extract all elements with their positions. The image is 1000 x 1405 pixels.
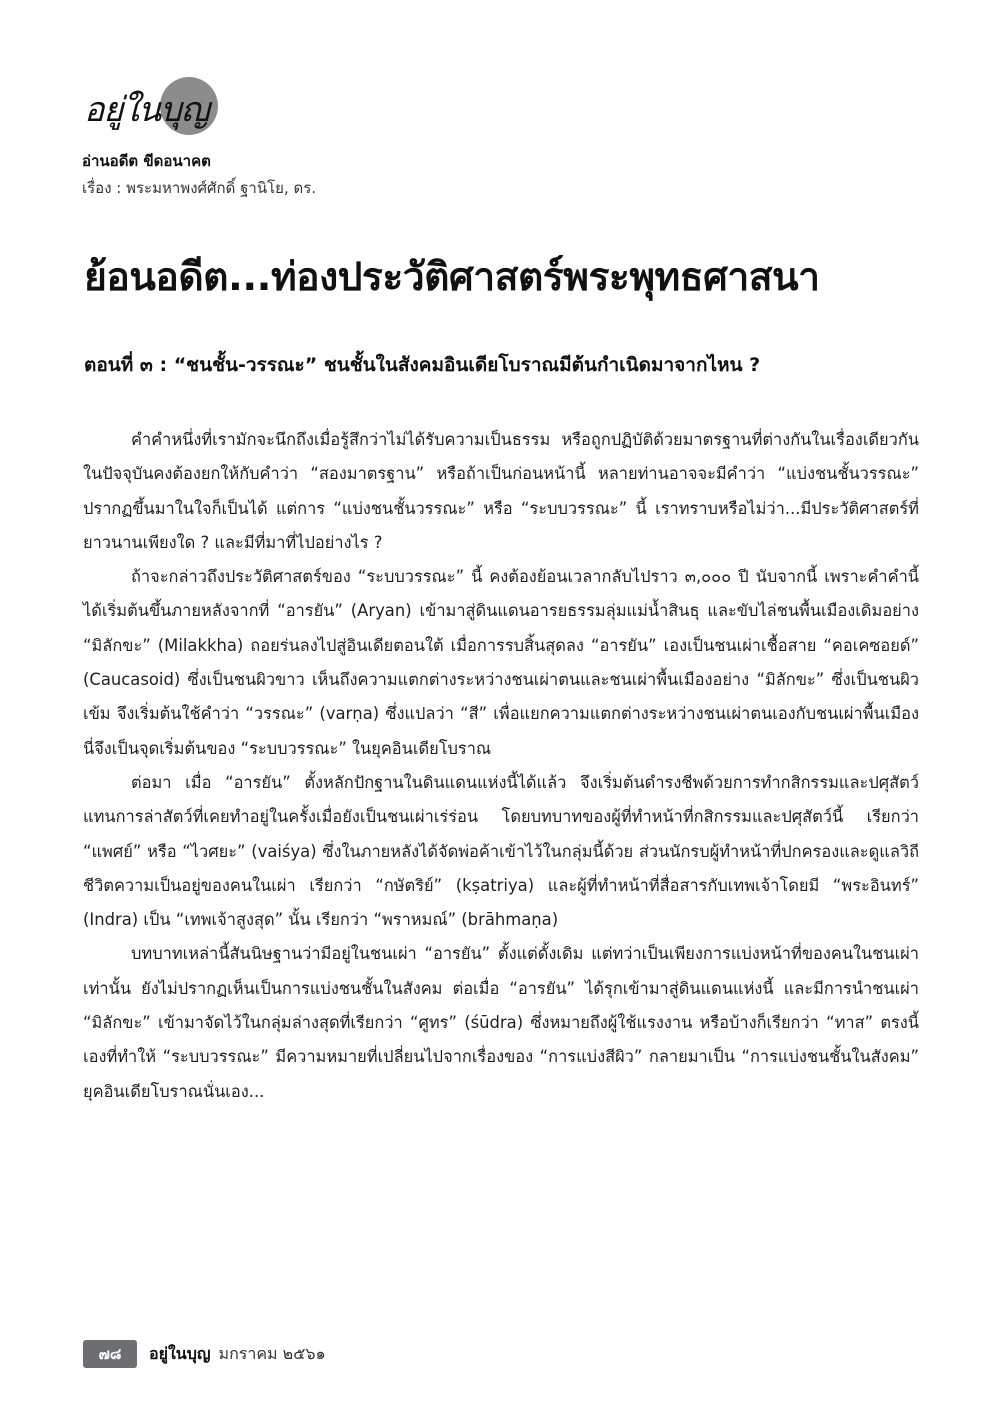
column-name: อ่านอดีต ขีดอนาคต — [82, 152, 211, 170]
article-subtitle: ตอนที่ ๓ : “ชนชั้น-วรรณะ” ชนชั้นในสังคมอินเดียโบราณมีต้นกำเนิดมาจากไหน ? — [84, 354, 761, 376]
paragraph-3: ต่อมา เมื่อ “อารยัน” ตั้งหลักปักฐานในดินแดนแห่งนี้ได้แล้ว จึงเริ่มต้นดำรงชีพด้วยการทำกสิกรรมและปศุสัตว์ แทนการล่าสัตว์ที่เคยทำอยู่ในครั้งเมื่อยังเป็นชนเผ่าเร่ร่อน โดยบทบาทของผู้ที่ทำหน้าที่กสิกรรมและปศุสัตว์นี้ เรียกว่า “แพศย์” หรือ “ไวศยะ” (vaiśya) ซึ่งในภายหลังได้จัดพ่อค้าเข้าไว้ในกลุ่มนี้ด้วย ส่วนนักรบผู้ทำหน้าที่ปกครองและดูแลวิถีชีวิตความเป็นอยู่ของคนในเผ่า เรียกว่า “กษัตริย์” (kṣatriya) และผู้ที่ทำหน้าที่สื่อสารกับเทพเจ้าโดยมี “พระอินทร์” (Indra) เป็น “เทพเจ้าสูงสุด” นั้น เรียกว่า “พราหมณ์” (brāhmaṇa) — [83, 772, 919, 930]
magazine-logo: อยู่ในบุญ — [84, 90, 209, 130]
footer-issue: มกราคม ๒๕๖๑ — [218, 1343, 326, 1363]
article-title: ย้อนอดีต...ท่องประวัติศาสตร์พระพุทธศาสนา — [84, 255, 820, 300]
page-number: ๗๘ — [83, 1340, 137, 1368]
paragraph-1: คำคำหนึ่งที่เรามักจะนึกถึงเมื่อรู้สึกว่าไม่ได้รับความเป็นธรรม หรือถูกปฏิบัติด้วยมาตรฐานที่ต่างกันในเรื่องเดียวกัน ในปัจจุบันคงต้องยกให้กับคำว่า “สองมาตรฐาน” หรือถ้าเป็นก่อนหน้านี้ หลายท่านอาจจะมีคำว่า “แบ่งชนชั้นวรรณะ” ปรากฏขึ้นมาในใจก็เป็นได้ แต่การ “แบ่งชนชั้นวรรณะ” หรือ “ระบบวรรณะ” นี้ เราทราบหรือไม่ว่า...มีประวัติศาสตร์ที่ยาวนานเพียงใด ? และมีที่มาที่ไปอย่างไร ? — [83, 430, 919, 552]
page-footer — [83, 1339, 326, 1369]
footer-magazine-name: อยู่ในบุญ — [149, 1343, 211, 1363]
article-body — [83, 423, 919, 1109]
paragraph-4: บทบาทเหล่านี้สันนิษฐานว่ามีอยู่ในชนเผ่า “อารยัน” ตั้งแต่ดั้งเดิม แต่ทว่าเป็นเพียงการแบ่งหน้าที่ของคนในชนเผ่าเท่านั้น ยังไม่ปรากฏเห็นเป็นการแบ่งชนชั้นในสังคม ต่อเมื่อ “อารยัน” ได้รุกเข้ามาสู่ดินแดนแห่งนี้ และมีการนำชนเผ่า “มิลักขะ” เข้ามาจัดไว้ในกลุ่มล่างสุดที่เรียกว่า “ศูทร” (śūdra) ซึ่งหมายถึงผู้ใช้แรงงาน หรือบ้างก็เรียกว่า “ทาส” ตรงนี้เองที่ทำให้ “ระบบวรรณะ” มีความหมายที่เปลี่ยนไปจากเรื่องของ “การแบ่งสีผิว” กลายมาเป็น “การแบ่งชนชั้นในสังคม” ยุคอินเดียโบราณนั่นเอง... — [83, 944, 919, 1101]
author-line: เรื่อง : พระมหาพงศ์ศักดิ์ ฐานิโย, ดร. — [82, 179, 317, 197]
paragraph-2: ถ้าจะกล่าวถึงประวัติศาสตร์ของ “ระบบวรรณะ” นี้ คงต้องย้อนเวลากลับไปราว ๓,๐๐๐ ปี นับจากนี้ เพราะคำคำนี้ได้เริ่มต้นขึ้นภายหลังจากที่ “อารยัน” (Aryan) เข้ามาสู่ดินแดนอารยธรรมลุ่มแม่น้ำสินธุ และขับไล่ชนพื้นเมืองเดิมอย่าง “มิลักขะ” (Milakkha) ถอยร่นลงไปสู่อินเดียตอนใต้ เมื่อการรบสิ้นสุดลง “อารยัน” เองเป็นชนเผ่าเชื้อสาย “คอเคซอยด์” (Caucasoid) ซึ่งเป็นชนผิวขาว เห็นถึงความแตกต่างระหว่างชนเผ่าตนและชนเผ่าพื้นเมืองอย่าง “มิลักขะ” ซึ่งเป็นชนผิวเข้ม จึงเริ่มต้นใช้คำว่า “วรรณะ” (varṇa) ซึ่งแปลว่า “สี” เพื่อแยกความแตกต่างระหว่างชนเผ่าตนเองกับชนเผ่าพื้นเมือง นี่จึงเป็นจุดเริ่มต้นของ “ระบบวรรณะ” ในยุคอินเดียโบราณ — [83, 567, 919, 758]
